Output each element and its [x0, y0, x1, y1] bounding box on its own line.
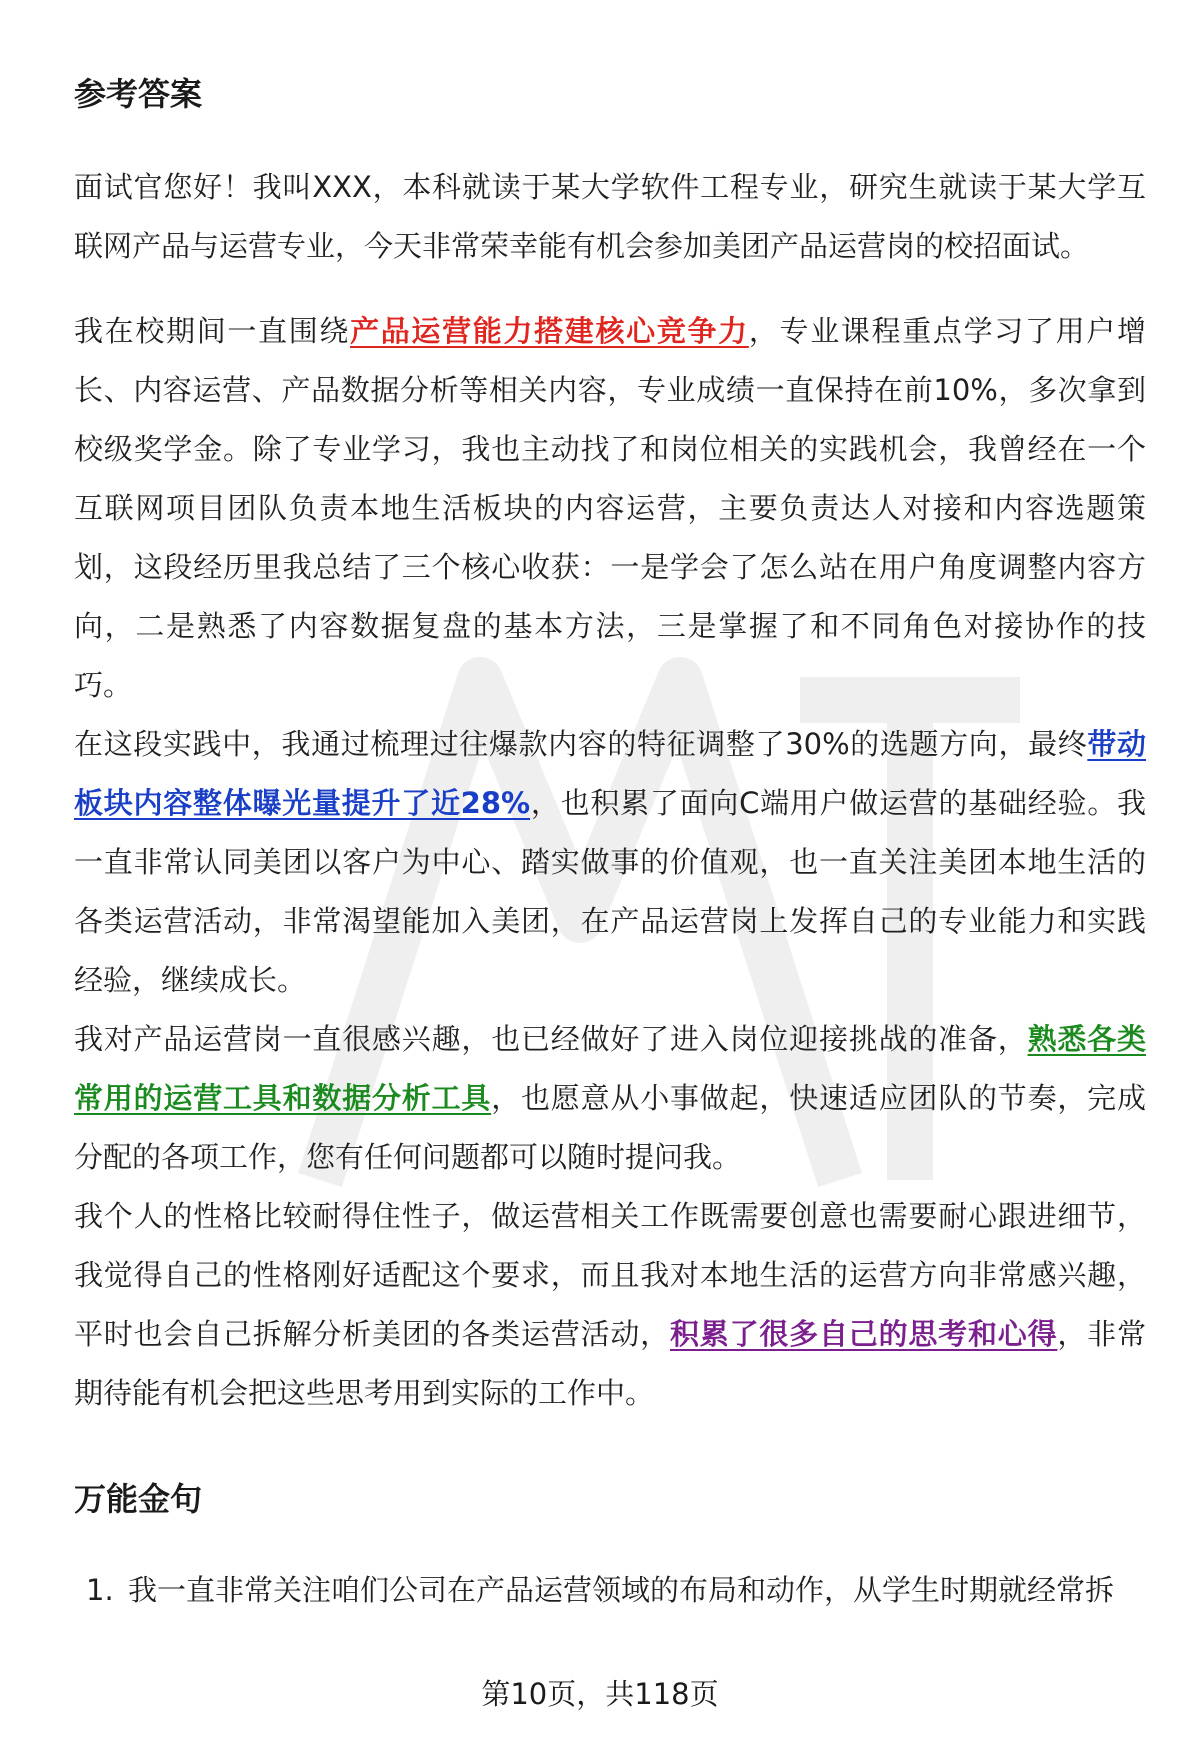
answer-paragraph [74, 715, 1146, 1010]
answer-paragraphs [74, 158, 1146, 1423]
paragraph-text: 我在校期间一直围绕 [74, 314, 351, 348]
paragraph-text: 面试官您好！我叫XXX，本科就读于某大学软件工程专业，研究生就读于某大学互联网产品与运营专业，今天非常荣幸能有机会参加美团产品运营岗的校招面试。 [74, 170, 1146, 263]
section-title-answer: 参考答案 [74, 75, 203, 113]
list-item [74, 1561, 1146, 1620]
list-item-number: 1. [86, 1573, 114, 1607]
paragraph-text: 我对产品运营岗一直很感兴趣，也已经做好了进入岗位迎接挑战的准备， [74, 1022, 1028, 1056]
highlight-purple: 积累了很多自己的思考和心得 [669, 1317, 1058, 1351]
section-title-golden: 万能金句 [74, 1480, 203, 1518]
highlight-green: 熟悉各类常用的运营工具和数据分析工具 [74, 1022, 1146, 1115]
paragraph-text: ，也愿意从小事做起，快速适应团队的节奏，完成分配的各项工作，您有任何问题都可以随时提问我。 [74, 1081, 1146, 1174]
paragraph-text: ，非常期待能有机会把这些思考用到实际的工作中。 [74, 1317, 1146, 1410]
highlight-blue: 带动板块内容整体曝光量提升了近28% [74, 727, 1146, 820]
page-number: 第10页，共118页 [481, 1677, 719, 1711]
paragraph-text: ，也积累了面向C端用户做运营的基础经验。我一直非常认同美团以客户为中心、踏实做事的价值观，也一直关注美团本地生活的各类运营活动，非常渴望能加入美团，在产品运营岗上发挥自己的专业能力和实践经验，继续成长。 [74, 786, 1147, 997]
paragraph-text: 在这段实践中，我通过梳理过往爆款内容的特征调整了30%的选题方向，最终 [74, 727, 1088, 761]
paragraph-text: 我个人的性格比较耐得住性子，做运营相关工作既需要创意也需要耐心跟进细节，我觉得自己的性格刚好适配这个要求，而且我对本地生活的运营方向非常感兴趣，平时也会自己拆解分析美团的各类运营活动， [74, 1199, 1146, 1351]
content-area [74, 70, 1146, 1620]
answer-paragraph [74, 1010, 1146, 1187]
highlight-red: 产品运营能力搭建核心竞争力 [350, 314, 749, 348]
golden-sentence-list [74, 1561, 1146, 1620]
answer-paragraph [74, 158, 1146, 276]
paragraph-text: ，专业课程重点学习了用户增长、内容运营、产品数据分析等相关内容，专业成绩一直保持在前10%，多次拿到校级奖学金。除了专业学习，我也主动找了和岗位相关的实践机会，我曾经在一个互联网项目团队负责本地生活板块的内容运营，主要负责达人对接和内容选题策划，这段经历里我总结了三个核心收获：一是学会了怎么站在用户角度调整内容方向，二是熟悉了内容数据复盘的基本方法，三是掌握了和不同角色对接协作的技巧。 [74, 314, 1146, 702]
answer-paragraph [74, 1187, 1146, 1423]
list-item-text: 我一直非常关注咱们公司在产品运营领域的布局和动作，从学生时期就经常拆 [128, 1573, 1115, 1607]
answer-paragraph [74, 302, 1146, 715]
